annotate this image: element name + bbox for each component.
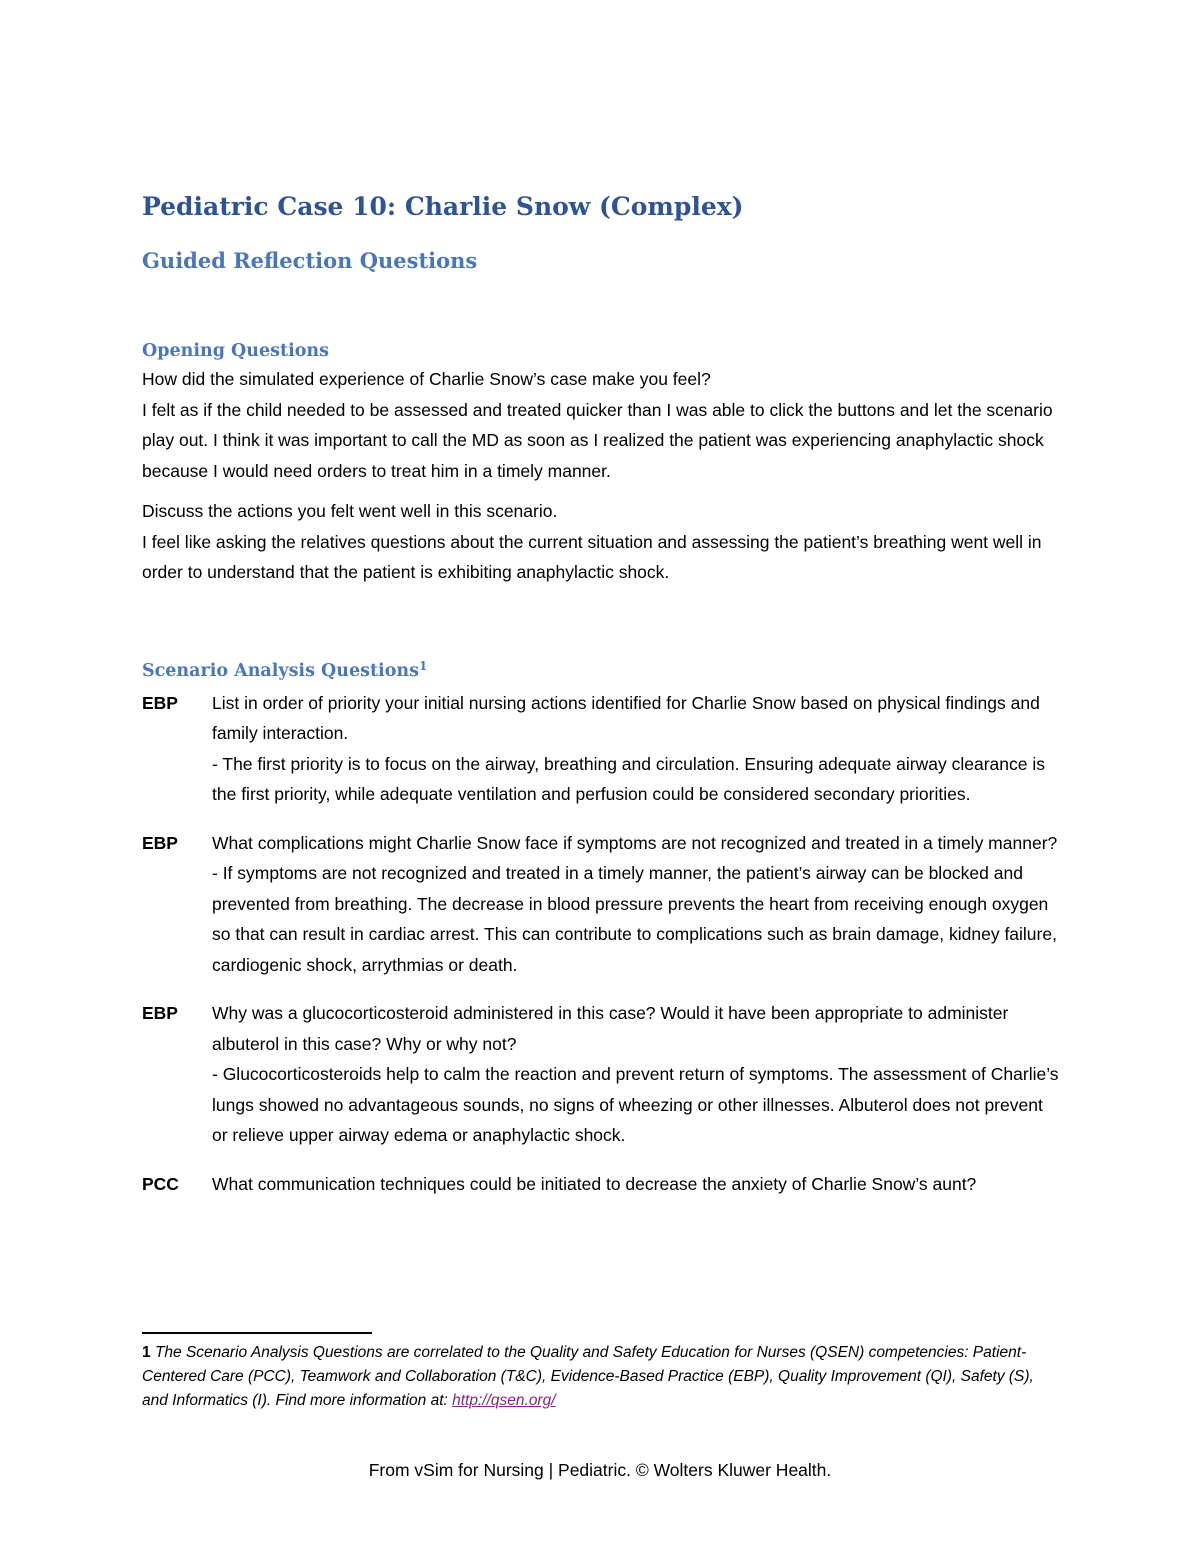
scenario-answer-text: - If symptoms are not recognized and treated in a timely manner, the patient’s airway can be blocked and prevented from breathing. The decrease in blood pressure prevents the heart from receiving enough oxygen so that can result in cardiac arrest. This can contribute to complications such as brain damage, kidney failure, cardiogenic shock, arrythmias or death. [212,863,1057,975]
scenario-answer-text: - The first priority is to focus on the airway, breathing and circulation. Ensuring adequate airway clearance is the first priority, while adequate ventilation and perfusion could be considered secondary priorities. [212,753,1045,804]
scenario-question-item [142,688,1062,810]
opening-questions-section [142,338,1062,588]
opening-questions-heading: Opening Questions [142,341,329,361]
opening-answer-2: I feel like asking the relatives questions about the current situation and assessing the patient’s breathing went well in order to understand that the patient is exhibiting anaphylactic shock. [142,531,1042,582]
scenario-question-item [142,828,1062,981]
footnote-number: 1 [142,1344,151,1361]
competency-code: EBP [142,1003,178,1023]
page-title: Pediatric Case 10: Charlie Snow (Complex) [142,192,744,221]
scenario-analysis-section [142,658,1062,1200]
competency-code: EBP [142,692,178,713]
footnote-divider [142,1332,372,1334]
scenario-question-item [142,998,1062,1151]
scenario-question-item [142,1169,1062,1200]
opening-question-2: Discuss the actions you felt went well in this scenario. [142,501,558,521]
scenario-question-text: What communication techniques could be initiated to decrease the anxiety of Charlie Snow’s aunt? [212,1173,977,1194]
footnote-reference: 1 [418,658,428,673]
scenario-answer-text: - Glucocorticosteroids help to calm the reaction and prevent return of symptoms. The assessment of Charlie’s lungs showed no advantageous sounds, no signs of wheezing or other illnesses. Albuterol does not prevent or relieve upper airway edema or anaphylactic shock. [212,1064,1059,1145]
scenario-question-text: Why was a glucocorticosteroid administered in this case? Would it have been appropriate to administer albuterol in this case? Why or why not? [212,1003,1009,1054]
opening-answer-1: I felt as if the child needed to be assessed and treated quicker than I was able to click the buttons and let the scenario play out. I think it was important to call the MD as soon as I realized the patient was experiencing anaphylactic shock because I would need orders to treat him in a timely manner. [142,399,1053,481]
scenario-analysis-heading-text: Scenario Analysis Questions [142,660,419,681]
scenario-question-content [212,688,1062,810]
footnote [142,1341,1042,1413]
scenario-question-content [212,828,1062,981]
scenario-question-content [212,1169,1062,1200]
competency-code: PCC [142,1173,179,1194]
scenario-question-content [212,998,1062,1151]
page-subtitle: Guided Reflection Questions [142,248,478,273]
scenario-question-text: What complications might Charlie Snow face if symptoms are not recognized and treated in a timely manner? [212,832,1058,853]
scenario-question-text: List in order of priority your initial nursing actions identified for Charlie Snow based on physical findings and family interaction. [212,692,1040,743]
opening-question-1: How did the simulated experience of Charlie Snow’s case make you feel? [142,369,711,389]
page-footer: From vSim for Nursing | Pediatric. © Wolters Kluwer Health. [368,1460,832,1480]
competency-code: EBP [142,832,178,853]
footnote-text: The Scenario Analysis Questions are correlated to the Quality and Safety Education for Nurses (QSEN) competencies: Patient-Centered Care (PCC), Teamwork and Collaboration (T&C), Evidence-Based Practice (EBP), Quality Improvement (QI), Safety (S), and Informatics (I). Find more information at: [142,1344,1034,1409]
scenario-analysis-heading [142,658,1062,684]
qsen-link[interactable]: http://qsen.org/ [452,1392,556,1409]
document-page [142,190,1062,1199]
